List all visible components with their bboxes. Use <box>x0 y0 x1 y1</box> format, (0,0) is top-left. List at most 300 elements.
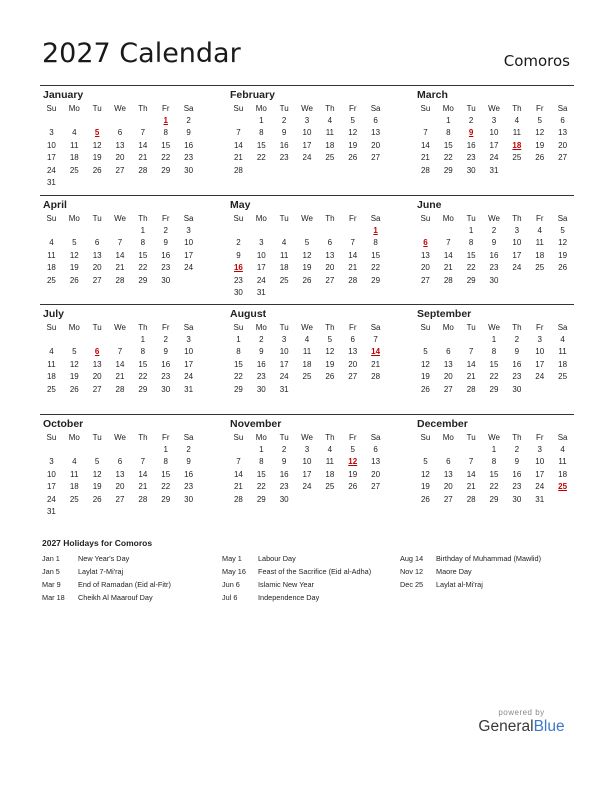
day-cell: 12 <box>325 347 335 357</box>
empty-day-cell <box>296 287 319 299</box>
month-december <box>414 417 574 506</box>
holiday-date: 18 <box>512 140 522 150</box>
weekday-label: Mo <box>68 104 80 113</box>
weekday-header <box>414 102 574 115</box>
empty-day-cell <box>63 444 86 456</box>
day-cell: 2 <box>186 116 191 125</box>
day-cell: 3 <box>259 238 264 248</box>
day-cell: 23 <box>279 153 289 163</box>
day-cell: 5 <box>72 347 77 357</box>
empty-day-cell <box>40 444 63 456</box>
day-cell: 22 <box>233 372 243 382</box>
day-cell: 29 <box>489 384 499 394</box>
day-cell: 7 <box>350 238 355 248</box>
day-cell: 18 <box>302 359 312 369</box>
empty-day-cell <box>364 165 387 177</box>
weekday-label: Th <box>138 214 148 223</box>
month-june <box>414 198 574 287</box>
weekday-header <box>40 212 200 225</box>
day-cell: 22 <box>371 263 381 273</box>
day-cell: 8 <box>163 457 168 467</box>
brand-name-general: General <box>478 718 534 735</box>
day-cell: 9 <box>236 250 241 260</box>
week-row <box>414 237 574 249</box>
empty-day-cell <box>273 165 296 177</box>
holiday-column-1 <box>42 552 171 604</box>
holiday-item <box>42 578 171 591</box>
holiday-item <box>222 565 371 578</box>
day-cell: 18 <box>535 250 545 260</box>
day-cell: 9 <box>281 457 287 467</box>
empty-day-cell <box>177 506 200 518</box>
day-cell: 2 <box>259 335 264 344</box>
calendar-quarter-row <box>40 85 574 187</box>
day-cell: 2 <box>514 335 520 344</box>
weekday-label: Th <box>138 323 148 332</box>
weekday-label: Tu <box>92 323 102 332</box>
day-cell: 15 <box>138 250 148 260</box>
empty-day-cell <box>437 225 460 237</box>
weekday-header <box>40 431 200 444</box>
holiday-item <box>222 591 371 604</box>
empty-day-cell <box>528 165 551 177</box>
weekday-label: Su <box>233 104 244 113</box>
day-cell: 15 <box>466 250 476 260</box>
day-cell: 4 <box>537 226 542 235</box>
empty-day-cell <box>177 177 200 189</box>
day-cell: 31 <box>279 384 289 394</box>
weekday-label: Su <box>46 104 57 113</box>
holiday-item-date: Mar 9 <box>42 580 61 589</box>
empty-day-cell <box>131 506 154 518</box>
day-cell: 30 <box>184 494 194 504</box>
week-row <box>40 237 200 249</box>
day-cell: 16 <box>512 469 522 479</box>
day-cell: 14 <box>233 140 243 150</box>
week-row <box>40 127 200 139</box>
day-cell: 5 <box>350 445 355 454</box>
weekday-label: Fr <box>535 433 544 442</box>
day-cell: 28 <box>420 165 430 175</box>
day-cell: 23 <box>161 372 171 382</box>
month-name: November <box>230 418 282 430</box>
day-cell: 6 <box>327 238 333 248</box>
holiday-date: 6 <box>94 347 100 357</box>
week-row <box>40 115 200 127</box>
weekday-label: Fr <box>535 104 544 113</box>
day-cell: 12 <box>69 250 79 260</box>
day-cell: 2 <box>163 226 168 235</box>
day-cell: 5 <box>423 457 428 467</box>
day-cell: 27 <box>371 153 381 163</box>
day-cell: 13 <box>371 128 381 138</box>
day-cell: 20 <box>92 372 102 382</box>
weekday-label: Mo <box>255 214 267 223</box>
empty-day-cell <box>177 275 200 287</box>
day-cell: 26 <box>420 384 430 394</box>
day-cell: 21 <box>466 482 476 492</box>
holiday-date: 9 <box>468 128 474 138</box>
country-name: Comoros <box>503 52 570 70</box>
day-cell: 20 <box>115 482 125 492</box>
day-cell: 27 <box>443 384 453 394</box>
day-cell: 13 <box>92 359 102 369</box>
day-cell: 21 <box>138 482 148 492</box>
empty-day-cell <box>437 444 460 456</box>
weekday-label: Tu <box>466 214 476 223</box>
day-cell: 25 <box>279 275 289 285</box>
day-cell: 11 <box>558 457 567 467</box>
day-cell: 13 <box>420 250 430 260</box>
weekday-label: Fr <box>161 214 170 223</box>
day-cell: 24 <box>535 482 545 492</box>
day-cell: 21 <box>420 153 430 163</box>
day-cell: 16 <box>161 250 171 260</box>
day-cell: 20 <box>371 469 381 479</box>
weekday-label: Mo <box>442 323 454 332</box>
day-cell: 19 <box>69 372 79 382</box>
day-cell: 22 <box>489 372 499 382</box>
weekday-header <box>227 212 387 225</box>
day-cell: 9 <box>514 347 520 357</box>
holiday-item-date: Nov 12 <box>400 567 424 576</box>
weekday-header <box>227 431 387 444</box>
day-cell: 13 <box>115 469 125 479</box>
weekday-label: Th <box>138 433 148 442</box>
weekday-label: Mo <box>68 214 80 223</box>
day-cell: 28 <box>138 494 148 504</box>
day-cell: 3 <box>537 335 542 344</box>
month-october <box>40 417 200 518</box>
holiday-item-date: May 1 <box>222 554 242 563</box>
day-cell: 27 <box>115 494 125 504</box>
day-cell: 13 <box>348 347 358 357</box>
day-cell: 21 <box>233 153 243 163</box>
day-cell: 6 <box>117 457 123 467</box>
day-cell: 10 <box>46 469 56 479</box>
weekday-header <box>40 321 200 334</box>
month-august <box>227 307 387 396</box>
week-row <box>414 250 574 262</box>
day-cell: 16 <box>184 469 194 479</box>
empty-day-cell <box>86 444 109 456</box>
day-cell: 13 <box>443 359 453 369</box>
weekday-label: Sa <box>370 433 381 442</box>
empty-day-cell <box>86 225 109 237</box>
day-cell: 9 <box>163 347 168 357</box>
day-cell: 26 <box>92 165 102 175</box>
day-cell: 12 <box>535 128 545 138</box>
day-cell: 4 <box>72 457 77 467</box>
empty-day-cell <box>551 384 574 396</box>
day-cell: 21 <box>371 359 381 369</box>
day-cell: 19 <box>348 469 358 479</box>
weekday-label: We <box>114 433 126 442</box>
month-name: September <box>417 308 472 320</box>
day-cell: 7 <box>446 238 451 248</box>
holiday-column-3 <box>400 552 541 591</box>
empty-day-cell <box>109 225 132 237</box>
day-cell: 17 <box>535 359 545 369</box>
month-name: April <box>43 199 67 211</box>
day-cell: 26 <box>420 494 430 504</box>
day-cell: 7 <box>140 128 146 138</box>
day-cell: 8 <box>236 347 241 357</box>
empty-day-cell <box>109 177 132 189</box>
day-cell: 27 <box>92 384 102 394</box>
week-row <box>40 275 200 287</box>
day-cell: 19 <box>558 250 568 260</box>
day-cell: 3 <box>491 116 497 125</box>
empty-day-cell <box>318 287 341 299</box>
day-cell: 5 <box>537 116 542 125</box>
month-january <box>40 88 200 189</box>
day-cell: 11 <box>558 347 567 357</box>
week-row <box>227 262 387 274</box>
weekday-label: Tu <box>466 104 476 113</box>
day-cell: 10 <box>489 128 499 138</box>
day-cell: 20 <box>348 359 358 369</box>
day-cell: 7 <box>423 128 428 138</box>
weekday-header <box>227 321 387 334</box>
day-cell: 24 <box>256 275 266 285</box>
day-cell: 29 <box>233 384 243 394</box>
holiday-item-name: Labour Day <box>258 554 296 563</box>
day-cell: 16 <box>161 359 171 369</box>
empty-day-cell <box>86 115 109 127</box>
weekday-header <box>40 102 200 115</box>
day-cell: 25 <box>302 372 312 382</box>
day-cell: 23 <box>256 372 266 382</box>
month-february <box>227 88 387 177</box>
holiday-column-2 <box>222 552 371 604</box>
day-cell: 18 <box>325 140 335 150</box>
day-cell: 24 <box>184 372 194 382</box>
day-cell: 12 <box>558 238 568 248</box>
month-april <box>40 198 200 287</box>
day-cell: 26 <box>69 275 79 285</box>
holiday-item <box>222 578 371 591</box>
day-cell: 13 <box>115 140 125 150</box>
weekday-header <box>414 212 574 225</box>
day-cell: 13 <box>371 457 381 467</box>
empty-day-cell <box>437 334 460 346</box>
empty-day-cell <box>460 444 483 456</box>
week-row <box>414 371 574 383</box>
week-row <box>227 346 387 358</box>
day-cell: 8 <box>491 347 497 357</box>
week-row <box>40 444 200 456</box>
weekday-label: Th <box>512 214 522 223</box>
week-row <box>227 152 387 164</box>
month-july <box>40 307 200 396</box>
weekday-label: Su <box>46 433 57 442</box>
day-cell: 10 <box>535 347 545 357</box>
month-name: July <box>43 308 65 320</box>
holiday-item-name: End of Ramadan (Eid al-Fitr) <box>78 580 171 589</box>
day-cell: 30 <box>512 384 522 394</box>
holiday-item <box>222 552 371 565</box>
day-cell: 1 <box>446 116 451 125</box>
day-cell: 2 <box>186 445 191 454</box>
day-cell: 4 <box>560 445 565 454</box>
day-cell: 21 <box>233 482 243 492</box>
day-cell: 26 <box>69 384 79 394</box>
day-cell: 6 <box>117 128 123 138</box>
day-cell: 17 <box>184 250 194 260</box>
day-cell: 12 <box>348 128 358 138</box>
holiday-item <box>400 578 541 591</box>
day-cell: 18 <box>558 469 568 479</box>
weekday-label: We <box>488 104 500 113</box>
weekday-label: Sa <box>183 104 194 113</box>
weekday-label: We <box>114 323 126 332</box>
day-cell: 11 <box>302 347 312 357</box>
day-cell: 8 <box>259 457 264 467</box>
brand-name-blue: Blue <box>533 718 565 735</box>
day-cell: 21 <box>138 153 148 163</box>
week-row <box>227 287 387 299</box>
day-cell: 9 <box>259 347 264 357</box>
day-cell: 1 <box>259 445 264 454</box>
weekday-label: Su <box>420 214 431 223</box>
day-cell: 9 <box>186 128 191 138</box>
day-cell: 29 <box>161 165 171 175</box>
holiday-item <box>42 591 171 604</box>
day-cell: 20 <box>558 140 568 150</box>
day-cell: 17 <box>184 359 194 369</box>
empty-day-cell <box>364 287 387 299</box>
day-cell: 26 <box>92 494 102 504</box>
day-cell: 18 <box>558 359 568 369</box>
day-cell: 11 <box>535 238 544 248</box>
day-cell: 4 <box>327 445 333 454</box>
day-cell: 19 <box>420 372 430 382</box>
day-cell: 30 <box>279 494 289 504</box>
holiday-date: 12 <box>348 457 358 467</box>
week-row <box>227 165 387 177</box>
day-cell: 24 <box>302 482 312 492</box>
day-cell: 9 <box>281 128 287 138</box>
week-row <box>40 506 200 518</box>
day-cell: 17 <box>535 469 545 479</box>
day-cell: 12 <box>69 359 79 369</box>
day-cell: 11 <box>47 250 56 260</box>
weekday-label: Tu <box>92 214 102 223</box>
day-cell: 3 <box>537 445 542 454</box>
weekday-label: Fr <box>348 323 357 332</box>
month-name: June <box>417 199 442 211</box>
day-cell: 10 <box>184 238 194 248</box>
day-cell: 26 <box>348 482 358 492</box>
day-cell: 12 <box>92 140 102 150</box>
weekday-label: Tu <box>279 214 289 223</box>
week-row <box>40 262 200 274</box>
weekday-label: We <box>114 214 126 223</box>
day-cell: 15 <box>256 469 266 479</box>
day-cell: 7 <box>236 457 241 467</box>
day-cell: 31 <box>535 494 545 504</box>
empty-day-cell <box>273 287 296 299</box>
empty-day-cell <box>40 225 63 237</box>
day-cell: 25 <box>512 153 522 163</box>
holiday-item-name: Cheikh Al Maarouf Day <box>78 593 153 602</box>
day-cell: 21 <box>115 372 125 382</box>
day-cell: 6 <box>560 116 565 125</box>
day-cell: 5 <box>304 238 310 248</box>
day-cell: 10 <box>512 238 522 248</box>
day-cell: 3 <box>304 116 310 125</box>
day-cell: 23 <box>466 153 476 163</box>
day-cell: 27 <box>420 275 430 285</box>
holiday-item-date: May 16 <box>222 567 246 576</box>
empty-day-cell <box>227 225 250 237</box>
day-cell: 16 <box>279 469 289 479</box>
day-cell: 9 <box>163 238 168 248</box>
day-cell: 20 <box>115 153 125 163</box>
empty-day-cell <box>250 225 273 237</box>
week-row <box>414 469 574 481</box>
empty-day-cell <box>63 334 86 346</box>
weekday-label: We <box>301 214 313 223</box>
weekday-label: Th <box>325 323 335 332</box>
day-cell: 1 <box>140 335 146 344</box>
day-cell: 27 <box>92 275 102 285</box>
day-cell: 25 <box>535 263 545 273</box>
weekday-label: Sa <box>370 214 381 223</box>
empty-day-cell <box>341 225 364 237</box>
empty-day-cell <box>86 506 109 518</box>
day-cell: 26 <box>325 372 335 382</box>
weekday-label: Th <box>512 433 522 442</box>
day-cell: 28 <box>233 165 243 175</box>
day-cell: 4 <box>304 335 310 344</box>
holiday-item-name: Independence Day <box>258 593 320 602</box>
day-cell: 29 <box>138 384 148 394</box>
week-row <box>227 371 387 383</box>
week-row <box>414 334 574 346</box>
day-cell: 14 <box>138 469 148 479</box>
week-row <box>40 152 200 164</box>
day-cell: 22 <box>256 153 266 163</box>
holiday-date: 14 <box>371 347 381 357</box>
day-cell: 20 <box>371 140 381 150</box>
day-cell: 11 <box>325 457 335 467</box>
week-row <box>414 275 574 287</box>
day-cell: 27 <box>371 482 381 492</box>
day-cell: 24 <box>46 494 56 504</box>
holiday-item-date: Jan 1 <box>42 554 60 563</box>
day-cell: 8 <box>259 128 264 138</box>
day-cell: 30 <box>466 165 476 175</box>
weekday-label: We <box>301 104 313 113</box>
day-cell: 23 <box>161 263 171 273</box>
day-cell: 7 <box>236 128 241 138</box>
week-row <box>40 371 200 383</box>
day-cell: 15 <box>443 140 453 150</box>
day-cell: 21 <box>466 372 476 382</box>
weekday-label: Tu <box>466 433 476 442</box>
day-cell: 26 <box>535 153 545 163</box>
weekday-label: Fr <box>348 214 357 223</box>
empty-day-cell <box>364 384 387 396</box>
empty-day-cell <box>318 165 341 177</box>
day-cell: 18 <box>46 372 56 382</box>
empty-day-cell <box>109 506 132 518</box>
day-cell: 10 <box>256 250 266 260</box>
weekday-label: Fr <box>535 214 544 223</box>
empty-day-cell <box>86 334 109 346</box>
